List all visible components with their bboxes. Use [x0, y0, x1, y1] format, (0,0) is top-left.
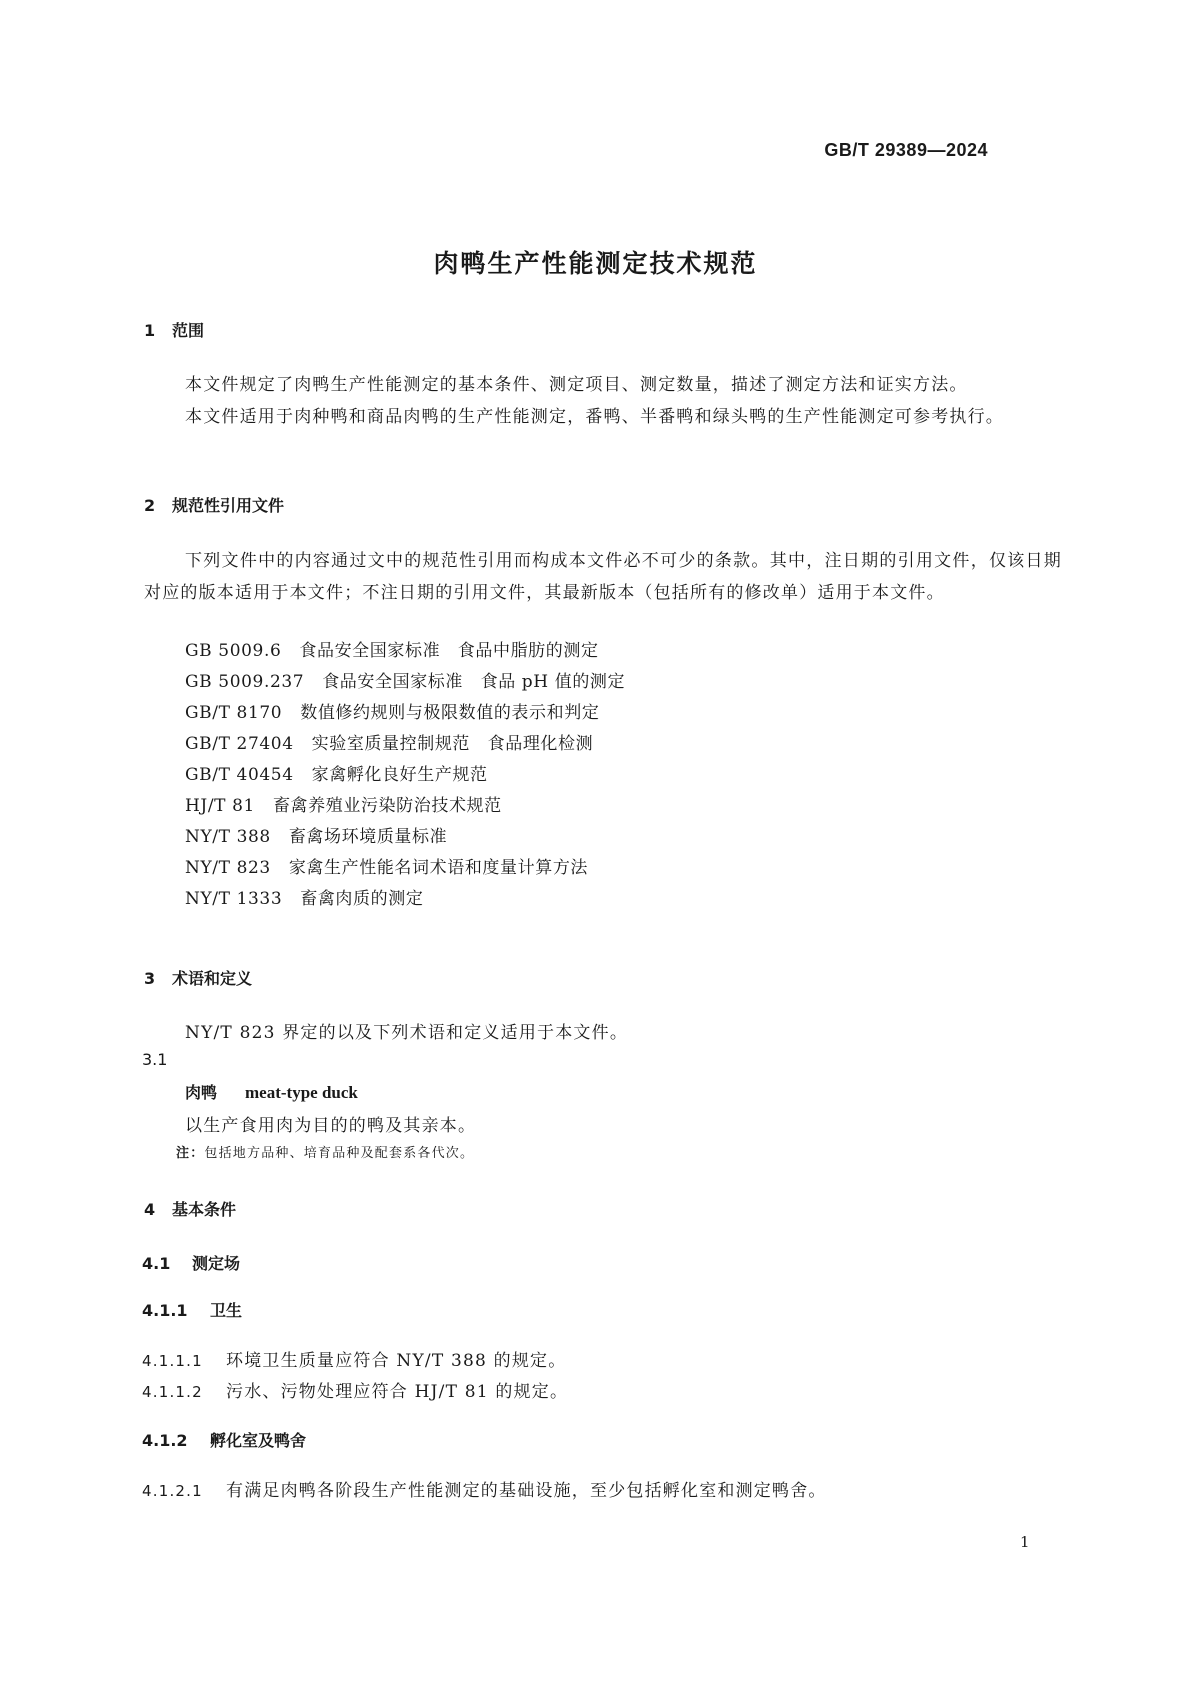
term-number: 3.1: [142, 1050, 168, 1069]
reference-title: 家禽孵化良好生产规范: [311, 765, 488, 785]
section-title: 卫生: [210, 1301, 243, 1320]
clause-text: 有满足肉鸭各阶段生产性能测定的基础设施，至少包括孵化室和测定鸭舍。: [226, 1481, 827, 1501]
scope-paragraph-2: 本文件适用于肉种鸭和商品肉鸭的生产性能测定，番鸭、半番鸭和绿头鸭的生产性能测定可参考执行。: [185, 407, 1004, 427]
scope-paragraph-1: 本文件规定了肉鸭生产性能测定的基本条件、测定项目、测定数量，描述了测定方法和证实方法。: [185, 375, 968, 395]
reference-item: [185, 729, 593, 754]
reference-code: GB/T 27404: [185, 734, 294, 754]
reference-title: 畜禽肉质的测定: [300, 889, 424, 909]
section-title: 规范性引用文件: [172, 496, 285, 515]
reference-title: 畜禽养殖业污染防治技术规范: [272, 796, 502, 816]
reference-code: HJ/T 81: [185, 796, 255, 816]
section-number: 1: [144, 321, 156, 340]
clause-text: 环境卫生质量应符合 NY/T 388 的规定。: [226, 1351, 567, 1371]
section-4-heading: [144, 1197, 236, 1220]
section-2-heading: [144, 493, 284, 516]
reference-code: NY/T 823: [185, 858, 271, 878]
section-number: 2: [144, 496, 156, 515]
section-4-1-heading: [142, 1251, 240, 1274]
reference-item: [185, 698, 599, 723]
standard-number: GB/T 29389—2024: [824, 140, 988, 160]
reference-code: NY/T 388: [185, 827, 271, 847]
references-intro: 下列文件中的内容通过文中的规范性引用而构成本文件必不可少的条款。其中，注日期的引用文件，仅该日期对应的版本适用于本文件；不注日期的引用文件，其最新版本（包括所有的修改单）适用于本文件。: [144, 551, 1062, 603]
section-3-heading: [144, 966, 252, 989]
section-number: 4.1.1: [142, 1301, 188, 1320]
section-title: 基本条件: [172, 1200, 237, 1219]
section-title: 术语和定义: [172, 969, 253, 988]
term-heading: [185, 1080, 358, 1103]
clause-text: 污水、污物处理应符合 HJ/T 81 的规定。: [226, 1382, 569, 1402]
document-title: 肉鸭生产性能测定技术规范: [433, 249, 758, 278]
reference-title: 家禽生产性能名词术语和度量计算方法: [288, 858, 589, 878]
reference-item: [185, 760, 488, 785]
section-number: 4.1: [142, 1254, 171, 1273]
section-title: 范围: [172, 321, 205, 340]
note-label: 注：: [176, 1146, 205, 1161]
reference-code: GB 5009.6: [185, 641, 282, 661]
section-title: 孵化室及鸭舍: [210, 1431, 307, 1450]
reference-item: [185, 791, 502, 816]
clause-4-1-1-1: [142, 1346, 566, 1371]
reference-title: 实验室质量控制规范 食品理化检测: [311, 734, 594, 754]
clause-number: 4.1.2.1: [142, 1482, 203, 1500]
section-1-heading: [144, 318, 204, 341]
reference-code: GB 5009.237: [185, 672, 305, 692]
section-4-1-1-heading: [142, 1298, 242, 1321]
reference-item: [185, 884, 423, 909]
term-chinese: 肉鸭: [185, 1083, 218, 1102]
reference-title: 畜禽场环境质量标准: [288, 827, 448, 847]
section-number: 4: [144, 1200, 156, 1219]
section-4-1-2-heading: [142, 1428, 306, 1451]
clause-4-1-1-2: [142, 1377, 568, 1402]
section-number: 3: [144, 969, 156, 988]
clause-4-1-2-1: [142, 1476, 827, 1501]
page-number: 1: [1020, 1533, 1030, 1551]
reference-item: [185, 853, 588, 878]
reference-code: GB/T 8170: [185, 703, 283, 723]
reference-title: 数值修约规则与极限数值的表示和判定: [300, 703, 600, 723]
term-english: meat-type duck: [245, 1083, 358, 1102]
clause-number: 4.1.1.1: [142, 1352, 203, 1370]
terms-intro: NY/T 823 界定的以及下列术语和定义适用于本文件。: [185, 1023, 629, 1043]
term-definition: 以生产食用肉为目的的鸭及其亲本。: [185, 1116, 477, 1136]
clause-number: 4.1.1.2: [142, 1383, 203, 1401]
reference-title: 食品安全国家标准 食品中脂肪的测定: [299, 641, 599, 661]
reference-code: GB/T 40454: [185, 765, 294, 785]
note-text: 包括地方品种、培育品种及配套系各代次。: [204, 1146, 475, 1161]
reference-item: [185, 667, 625, 692]
reference-item: [185, 636, 599, 661]
section-number: 4.1.2: [142, 1431, 188, 1450]
reference-item: [185, 822, 447, 847]
section-title: 测定场: [192, 1254, 241, 1273]
reference-title: 食品安全国家标准 食品 pH 值的测定: [322, 672, 626, 692]
term-note: [176, 1142, 474, 1161]
reference-code: NY/T 1333: [185, 889, 283, 909]
